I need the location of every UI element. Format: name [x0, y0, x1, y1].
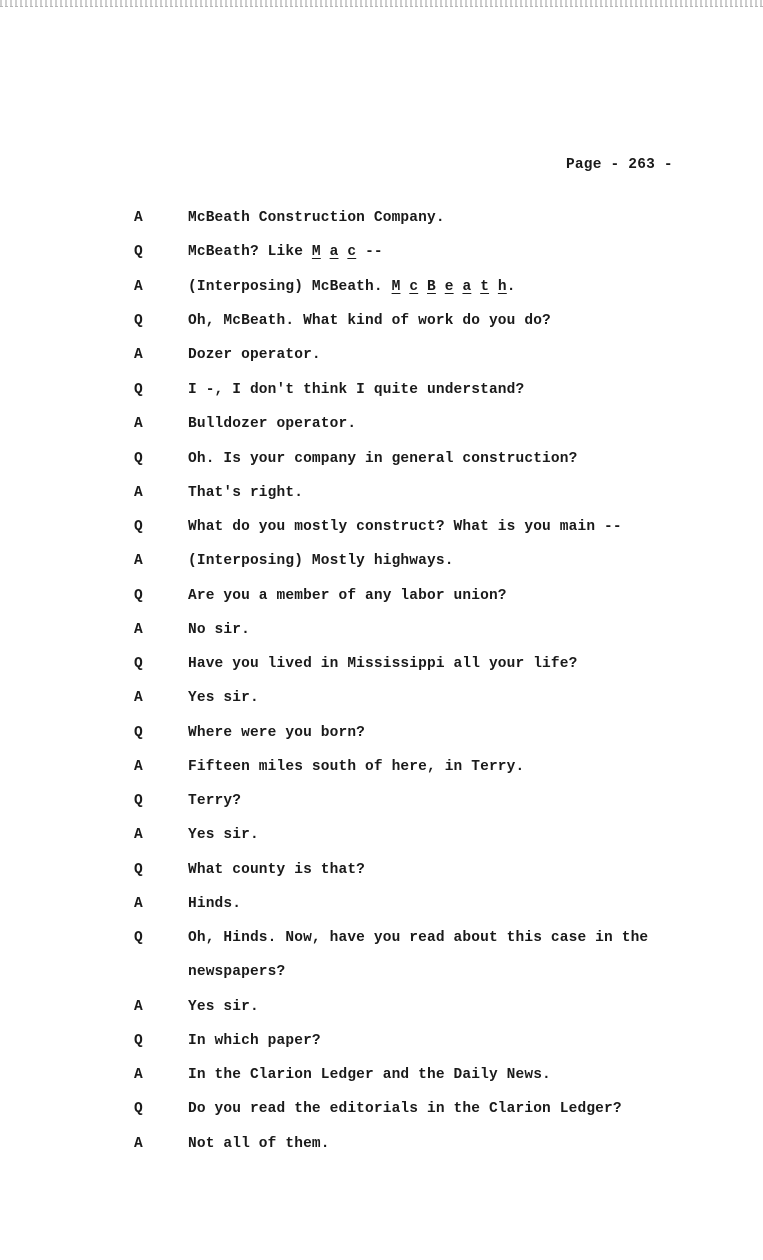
transcript-line	[0, 622, 763, 642]
speaker-label: Q	[134, 519, 143, 535]
speaker-label: Q	[134, 930, 143, 946]
transcript-line	[0, 553, 763, 573]
line-text: Oh. Is your company in general construction?	[188, 451, 578, 467]
line-text: That's right.	[188, 485, 304, 501]
transcript-line	[0, 588, 763, 608]
line-text: Fifteen miles south of here, in Terry.	[188, 759, 525, 775]
line-text	[188, 244, 383, 260]
transcript-line	[0, 279, 763, 299]
speaker-label: A	[134, 896, 143, 912]
transcript-line	[0, 347, 763, 367]
transcript-line	[0, 451, 763, 471]
speaker-label: Q	[134, 313, 143, 329]
transcript-line	[0, 656, 763, 676]
transcript-line	[0, 725, 763, 745]
speaker-label: Q	[134, 862, 143, 878]
line-text: (Interposing) Mostly highways.	[188, 553, 454, 569]
spelled-letter: c	[347, 244, 357, 260]
transcript-line	[0, 313, 763, 333]
transcript-line	[0, 964, 763, 984]
line-text: Yes sir.	[188, 690, 259, 706]
line-text-suffix: --	[356, 244, 383, 260]
transcript-line	[0, 1033, 763, 1053]
transcript-line	[0, 382, 763, 402]
line-text: Bulldozer operator.	[188, 416, 357, 432]
line-text: Dozer operator.	[188, 347, 321, 363]
speaker-label: Q	[134, 725, 143, 741]
transcript-line	[0, 519, 763, 539]
transcript-line	[0, 930, 763, 950]
spelled-letter: B	[427, 279, 436, 295]
spelled-letter: a	[462, 279, 472, 295]
line-text: Hinds.	[188, 896, 242, 912]
line-text: Are you a member of any labor union?	[188, 588, 507, 604]
line-text: Have you lived in Mississippi all your life?	[188, 656, 578, 672]
line-text: Where were you born?	[188, 725, 366, 741]
speaker-label: A	[134, 553, 143, 569]
transcript-line	[0, 1101, 763, 1121]
scanned-page-edge	[0, 0, 763, 7]
line-text: In the Clarion Ledger and the Daily News.	[188, 1067, 551, 1083]
speaker-label: Q	[134, 1033, 143, 1049]
speaker-label: Q	[134, 656, 143, 672]
line-text: In which paper?	[188, 1033, 321, 1049]
speaker-label: A	[134, 999, 143, 1015]
line-text: McBeath Construction Company.	[188, 210, 445, 226]
spelled-letter: h	[497, 279, 507, 295]
line-text: newspapers?	[188, 964, 286, 980]
page-number: Page - 263 -	[566, 157, 673, 173]
spelled-letter: t	[480, 279, 490, 295]
transcript-line	[0, 244, 763, 264]
line-text-suffix: .	[506, 279, 516, 295]
line-text: What do you mostly construct? What is you main --	[188, 519, 622, 535]
transcript-line	[0, 690, 763, 710]
speaker-label: Q	[134, 382, 143, 398]
speaker-label: Q	[134, 244, 143, 260]
line-text: I -, I don't think I quite understand?	[188, 382, 525, 398]
speaker-label: A	[134, 759, 143, 775]
speaker-label: A	[134, 485, 143, 501]
line-text	[188, 279, 516, 295]
spelled-letter: e	[444, 279, 454, 295]
line-text: Terry?	[188, 793, 242, 809]
line-text: Yes sir.	[188, 999, 259, 1015]
speaker-label: Q	[134, 588, 143, 604]
line-text: No sir.	[188, 622, 250, 638]
spelled-letter: c	[409, 279, 419, 295]
speaker-label: A	[134, 622, 143, 638]
speaker-label: A	[134, 690, 143, 706]
line-text: What county is that?	[188, 862, 366, 878]
speaker-label: A	[134, 210, 143, 226]
spelled-letter: a	[329, 244, 339, 260]
speaker-label: Q	[134, 1101, 143, 1117]
line-text: Oh, McBeath. What kind of work do you do?	[188, 313, 551, 329]
line-text: Do you read the editorials in the Clarion Ledger?	[188, 1101, 622, 1117]
transcript-line	[0, 416, 763, 436]
speaker-label: A	[134, 416, 143, 432]
speaker-label: A	[134, 279, 143, 295]
line-text: Oh, Hinds. Now, have you read about this case in the	[188, 930, 649, 946]
transcript-line	[0, 793, 763, 813]
speaker-label: A	[134, 827, 143, 843]
transcript-line	[0, 862, 763, 882]
transcript-line	[0, 1067, 763, 1087]
speaker-label: A	[134, 1136, 143, 1152]
line-text-prefix: McBeath? Like	[188, 244, 312, 260]
transcript-line	[0, 1136, 763, 1156]
speaker-label: Q	[134, 793, 143, 809]
spelled-letter: M	[391, 279, 401, 295]
transcript-line	[0, 210, 763, 230]
speaker-label: Q	[134, 451, 143, 467]
transcript-line	[0, 999, 763, 1019]
line-text: Yes sir.	[188, 827, 259, 843]
speaker-label: A	[134, 1067, 143, 1083]
spelled-letter: M	[311, 244, 321, 260]
speaker-label: A	[134, 347, 143, 363]
transcript-line	[0, 896, 763, 916]
transcript-line	[0, 759, 763, 779]
line-text-prefix: (Interposing) McBeath.	[188, 279, 392, 295]
transcript-line	[0, 827, 763, 847]
transcript-line	[0, 485, 763, 505]
line-text: Not all of them.	[188, 1136, 330, 1152]
